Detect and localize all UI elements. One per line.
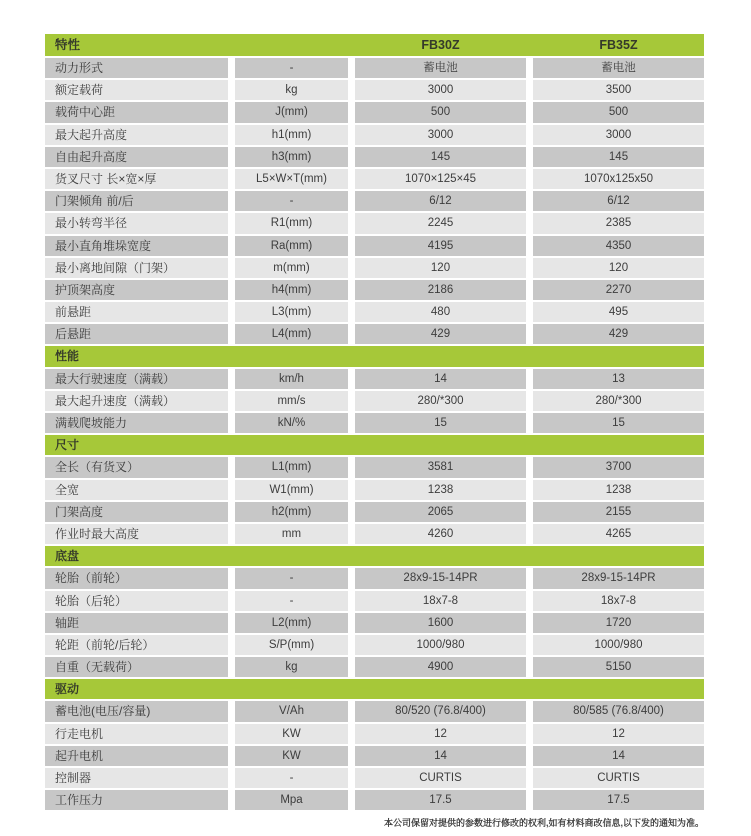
- cell-feature-label: 起升电机: [45, 746, 228, 766]
- cell-value-fb35z: 1238: [533, 480, 704, 500]
- cell-unit: mm: [235, 524, 348, 544]
- cell-value-fb35z: 14: [533, 746, 704, 766]
- table-row: [45, 58, 704, 78]
- table-row: [45, 280, 704, 300]
- cell-value-fb30z: 3581: [355, 457, 526, 477]
- cell-feature-label: 蓄电池(电压/容量): [45, 701, 228, 721]
- cell-value-fb30z: 17.5: [355, 790, 526, 810]
- table-row: [45, 457, 704, 477]
- cell-feature-label: 控制器: [45, 768, 228, 788]
- table-row: [45, 125, 704, 145]
- section-header: 性能: [45, 346, 704, 366]
- cell-value-fb35z: 1720: [533, 613, 704, 633]
- cell-unit: J(mm): [235, 102, 348, 122]
- header-feature-label: 特性: [55, 38, 81, 52]
- cell-value-fb35z: 3700: [533, 457, 704, 477]
- cell-value-fb30z: 145: [355, 147, 526, 167]
- table-row: [45, 613, 704, 633]
- cell-unit: V/Ah: [235, 701, 348, 721]
- cell-value-fb30z: 280/*300: [355, 391, 526, 411]
- cell-value-fb35z: 15: [533, 413, 704, 433]
- cell-value-fb30z: 28x9-15-14PR: [355, 568, 526, 588]
- cell-unit: mm/s: [235, 391, 348, 411]
- header-model-fb30z: FB30Z: [421, 38, 460, 52]
- cell-value-fb30z: 1600: [355, 613, 526, 633]
- spec-table: [45, 34, 704, 812]
- table-row: [45, 657, 704, 677]
- cell-value-fb30z: 1070×125×45: [355, 169, 526, 189]
- cell-unit: W1(mm): [235, 480, 348, 500]
- cell-unit: L4(mm): [235, 324, 348, 344]
- cell-value-fb35z: 3500: [533, 80, 704, 100]
- cell-unit: S/P(mm): [235, 635, 348, 655]
- cell-value-fb30z: 1000/980: [355, 635, 526, 655]
- table-row: [45, 169, 704, 189]
- cell-feature-label: 载荷中心距: [45, 102, 228, 122]
- cell-feature-label: 工作压力: [45, 790, 228, 810]
- header-model-fb35z: FB35Z: [599, 38, 638, 52]
- table-row: [45, 147, 704, 167]
- cell-unit: kN/%: [235, 413, 348, 433]
- cell-value-fb30z: CURTIS: [355, 768, 526, 788]
- cell-value-fb30z: 6/12: [355, 191, 526, 211]
- table-row: [45, 635, 704, 655]
- cell-feature-label: 额定载荷: [45, 80, 228, 100]
- cell-feature-label: 动力形式: [45, 58, 228, 78]
- cell-value-fb35z: 12: [533, 724, 704, 744]
- table-row: [45, 524, 704, 544]
- table-row: [45, 701, 704, 721]
- cell-value-fb30z: 3000: [355, 80, 526, 100]
- cell-value-fb35z: 蓄电池: [533, 58, 704, 78]
- table-row: [45, 191, 704, 211]
- cell-unit: Mpa: [235, 790, 348, 810]
- cell-value-fb30z: 2186: [355, 280, 526, 300]
- cell-value-fb35z: 2385: [533, 213, 704, 233]
- table-row: [45, 502, 704, 522]
- cell-unit: R1(mm): [235, 213, 348, 233]
- cell-value-fb35z: 429: [533, 324, 704, 344]
- cell-value-fb35z: 17.5: [533, 790, 704, 810]
- cell-value-fb35z: 6/12: [533, 191, 704, 211]
- table-row: [45, 724, 704, 744]
- cell-feature-label: 前悬距: [45, 302, 228, 322]
- cell-unit: KW: [235, 746, 348, 766]
- cell-value-fb35z: 5150: [533, 657, 704, 677]
- cell-unit: L2(mm): [235, 613, 348, 633]
- cell-feature-label: 自重（无载荷）: [45, 657, 228, 677]
- cell-value-fb30z: 429: [355, 324, 526, 344]
- cell-feature-label: 自由起升高度: [45, 147, 228, 167]
- cell-value-fb35z: 28x9-15-14PR: [533, 568, 704, 588]
- cell-value-fb35z: 120: [533, 258, 704, 278]
- table-body: [45, 58, 704, 810]
- cell-value-fb30z: 2245: [355, 213, 526, 233]
- cell-unit: h3(mm): [235, 147, 348, 167]
- cell-value-fb30z: 4195: [355, 236, 526, 256]
- cell-feature-label: 全宽: [45, 480, 228, 500]
- table-row: [45, 302, 704, 322]
- cell-value-fb35z: 3000: [533, 125, 704, 145]
- section-header: 尺寸: [45, 435, 704, 455]
- cell-value-fb30z: 4900: [355, 657, 526, 677]
- cell-value-fb35z: CURTIS: [533, 768, 704, 788]
- cell-feature-label: 作业时最大高度: [45, 524, 228, 544]
- table-row: [45, 591, 704, 611]
- cell-feature-label: 轮距（前轮/后轮）: [45, 635, 228, 655]
- cell-unit: m(mm): [235, 258, 348, 278]
- cell-value-fb30z: 12: [355, 724, 526, 744]
- table-row: [45, 258, 704, 278]
- cell-value-fb30z: 2065: [355, 502, 526, 522]
- cell-feature-label: 最小离地间隙（门架）: [45, 258, 228, 278]
- cell-value-fb35z: 495: [533, 302, 704, 322]
- cell-feature-label: 最大行驶速度（满载）: [45, 369, 228, 389]
- cell-unit: h1(mm): [235, 125, 348, 145]
- cell-value-fb35z: 500: [533, 102, 704, 122]
- table-row: [45, 413, 704, 433]
- cell-unit: -: [235, 568, 348, 588]
- cell-feature-label: 轴距: [45, 613, 228, 633]
- cell-unit: L3(mm): [235, 302, 348, 322]
- cell-feature-label: 货叉尺寸 长×宽×厚: [45, 169, 228, 189]
- cell-feature-label: 轮胎（后轮）: [45, 591, 228, 611]
- cell-feature-label: 轮胎（前轮）: [45, 568, 228, 588]
- cell-value-fb30z: 480: [355, 302, 526, 322]
- cell-value-fb35z: 1000/980: [533, 635, 704, 655]
- cell-unit: L5×W×T(mm): [235, 169, 348, 189]
- cell-value-fb30z: 15: [355, 413, 526, 433]
- cell-value-fb30z: 3000: [355, 125, 526, 145]
- cell-value-fb30z: 14: [355, 369, 526, 389]
- table-header-row: [45, 34, 704, 56]
- table-row: [45, 213, 704, 233]
- cell-feature-label: 门架倾角 前/后: [45, 191, 228, 211]
- cell-unit: Ra(mm): [235, 236, 348, 256]
- cell-unit: kg: [235, 80, 348, 100]
- table-row: [45, 768, 704, 788]
- disclaimer-text: 本公司保留对提供的参数进行修改的权利,如有材料商改信息,以下发的通知为准。: [383, 818, 704, 828]
- table-row: [45, 480, 704, 500]
- cell-unit: km/h: [235, 369, 348, 389]
- cell-value-fb30z: 120: [355, 258, 526, 278]
- cell-value-fb35z: 2155: [533, 502, 704, 522]
- table-row: [45, 568, 704, 588]
- cell-value-fb30z: 18x7-8: [355, 591, 526, 611]
- section-header: 驱动: [45, 679, 704, 699]
- cell-value-fb30z: 1238: [355, 480, 526, 500]
- cell-unit: -: [235, 191, 348, 211]
- table-row: [45, 391, 704, 411]
- cell-feature-label: 门架高度: [45, 502, 228, 522]
- section-header: 底盘: [45, 546, 704, 566]
- cell-value-fb35z: 13: [533, 369, 704, 389]
- header-unit-cell: [235, 34, 348, 56]
- cell-unit: kg: [235, 657, 348, 677]
- cell-feature-label: 全长（有货叉）: [45, 457, 228, 477]
- cell-value-fb35z: 1070x125x50: [533, 169, 704, 189]
- table-row: [45, 324, 704, 344]
- cell-value-fb35z: 18x7-8: [533, 591, 704, 611]
- table-row: [45, 746, 704, 766]
- cell-value-fb30z: 500: [355, 102, 526, 122]
- table-row: [45, 369, 704, 389]
- cell-feature-label: 最小直角堆垛宽度: [45, 236, 228, 256]
- table-row: [45, 790, 704, 810]
- cell-value-fb30z: 80/520 (76.8/400): [355, 701, 526, 721]
- cell-unit: KW: [235, 724, 348, 744]
- cell-value-fb35z: 280/*300: [533, 391, 704, 411]
- cell-feature-label: 后悬距: [45, 324, 228, 344]
- table-row: [45, 102, 704, 122]
- cell-feature-label: 最大起升高度: [45, 125, 228, 145]
- table-row: [45, 80, 704, 100]
- cell-value-fb35z: 4350: [533, 236, 704, 256]
- cell-value-fb35z: 4265: [533, 524, 704, 544]
- cell-value-fb35z: 145: [533, 147, 704, 167]
- cell-value-fb30z: 蓄电池: [355, 58, 526, 78]
- cell-unit: h2(mm): [235, 502, 348, 522]
- cell-value-fb30z: 4260: [355, 524, 526, 544]
- cell-feature-label: 最大起升速度（满载）: [45, 391, 228, 411]
- cell-feature-label: 行走电机: [45, 724, 228, 744]
- cell-unit: L1(mm): [235, 457, 348, 477]
- cell-feature-label: 最小转弯半径: [45, 213, 228, 233]
- cell-unit: h4(mm): [235, 280, 348, 300]
- cell-value-fb35z: 80/585 (76.8/400): [533, 701, 704, 721]
- cell-unit: -: [235, 58, 348, 78]
- cell-unit: -: [235, 591, 348, 611]
- cell-value-fb35z: 2270: [533, 280, 704, 300]
- cell-feature-label: 护顶架高度: [45, 280, 228, 300]
- cell-value-fb30z: 14: [355, 746, 526, 766]
- cell-feature-label: 满载爬坡能力: [45, 413, 228, 433]
- cell-unit: -: [235, 768, 348, 788]
- table-row: [45, 236, 704, 256]
